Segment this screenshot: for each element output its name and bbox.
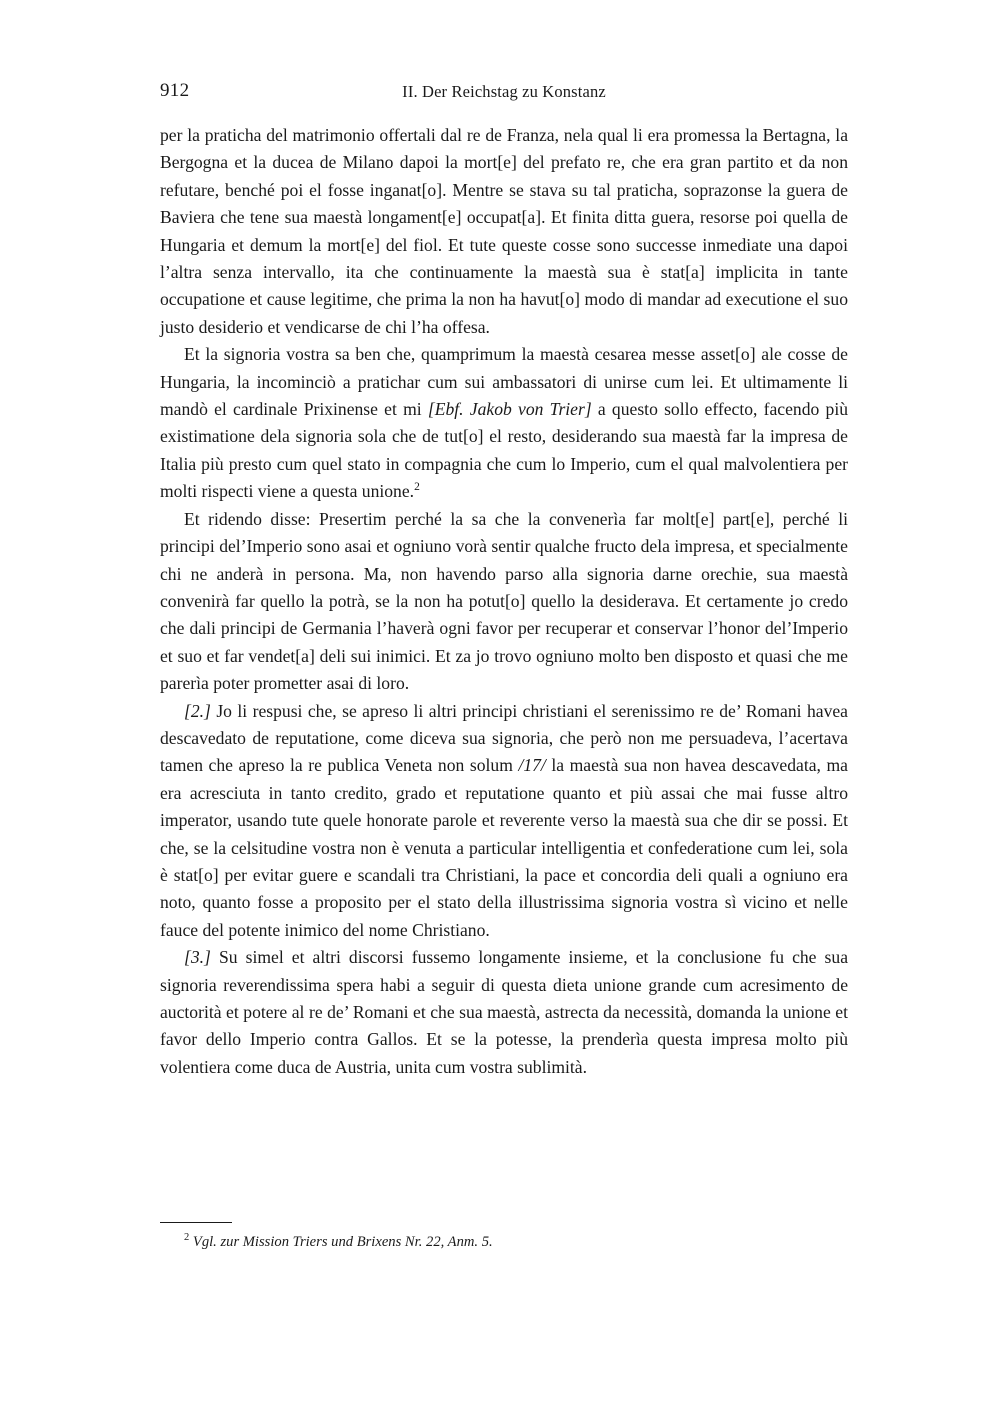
italic-editorial-note: /17/	[518, 755, 546, 776]
body-paragraph	[160, 122, 848, 341]
italic-editorial-note: [2.]	[184, 700, 211, 721]
footnote-marker: 2	[184, 1232, 190, 1244]
running-head	[160, 80, 848, 106]
text-run: Et ridendo disse: Presertim perché la sa che la convenerìa far molt[e] part[e], perché li principi del’Imperio sono asai et ogniuno vorà sentir qualche fructo dela impresa, et specialmente chi ne anderà in persona. Ma, non havendo parso alla signoria darne orechie, sua maestà convenirà far quello la potrà, se la non ha potut[o] quello la desiderava. Et certamente jo credo che dali principi de Germania l’haverà ogni favor per recuperar et conservar l’honor del’Imperio et suo et far vendet[a] deli sui inimici. Et za jo trovo ogniuno molto ben disposto et quasi che me parerìa poter prometter asai di loro.	[160, 508, 848, 694]
body-paragraph	[160, 698, 848, 945]
footnote-list	[160, 1232, 848, 1253]
text-run: la maestà sua non havea descavedata, ma era acresciuta in tanto credito, grado et reputatione quanto et più assai che mai fusse altro imperator, usando tute quele honorate parole et reverente verso la maestà sua che dir se possi. Et che, se la celsitudine vostra non è venuta a particular intelligentia et confederatione cum lei, sola è stat[o] per evitar guere e scandali tra Christiani, la pace et concordia deli quali a ogniuno era noto, quanto fosse a proposito per el stato della illustrissima signoria vostra sì vicino et nelle fauce del potente inimico del nome Christiano.	[160, 755, 848, 940]
italic-editorial-note: [Ebf. Jakob von Trier]	[427, 399, 592, 420]
italic-editorial-note: [3.]	[184, 947, 211, 968]
footnote-text: Vgl. zur Mission Triers und Brixens Nr. 22, Anm. 5.	[192, 1234, 493, 1250]
text-run: Et la signoria vostra sa ben che, quamprimum la maestà cesarea messe asset[o] ale cosse de Hungaria, la incominciò a pratichar cum sui ambassatori di unirse cum lei. Et ultimamente li mandò el cardinale Prixinense et mi	[160, 344, 848, 420]
body-text-block	[160, 122, 848, 1081]
running-head-title: II. Der Reichstag zu Konstanz	[402, 82, 606, 101]
text-run: Jo li respusi che, se apreso li altri principi christiani el serenissimo re de’ Romani havea descavedato de reputatione, come diceva sua signoria, che però non me persuadeva, l’acertava tamen che apreso la re publica Veneta non solum	[160, 700, 848, 776]
body-paragraph	[160, 341, 848, 505]
footnote-apparatus	[160, 1222, 848, 1253]
footnote-reference: 2	[414, 481, 420, 494]
footnote-entry	[160, 1232, 848, 1253]
body-paragraph	[160, 944, 848, 1081]
text-run: a questo sollo effecto, facendo più existimatione dela signoria sola che de tut[o] el resto, desiderando sua maestà far la impresa de Italia più presto cum quel stato in compagnia che cum lo Imperio, cum el qual malvolentiera per molti rispecti viene a questa unione.	[160, 399, 849, 502]
text-run: Su simel et altri discorsi fussemo longamente insieme, et la conclusione fu che sua signoria reverendissima spera habi a seguir di questa dieta unione grande cum acresimento de auctorità et potere al re de’ Romani et che sua maestà, astrecta da necessità, domanda la unione et favor dello Imperio contra Gallos. Et se la potesse, la prenderìa questa impresa molto più volentiera come duca de Austria, unita cum vostra sublimità.	[160, 947, 848, 1077]
text-run: per la praticha del matrimonio offertali dal re de Franza, nela qual li era promessa la Bertagna, la Bergogna et la ducea de Milano dapoi la mort[e] del prefato re, che era gran partito et da non refutare, benché poi el fosse inganat[o]. Mentre se stava su tal praticha, soprazonse la guera de Baviera che tene sua maestà longament[e] occupat[a]. Et finita ditta guera, resorse poi quella de Hungaria et demum la mort[e] del fiol. Et tute queste cosse sono successe inmediate una dapoi l’altra senza intervallo, ita che continuamente la maestà sua è stat[a] implicita in tante occupatione et cause legitime, che prima la non ha havut[o] modo di mandar ad executione el suo justo desiderio et vendicarse de chi l’ha offesa.	[160, 125, 848, 337]
footnote-separator-rule	[160, 1222, 232, 1223]
body-paragraph	[160, 506, 848, 698]
page-number: 912	[160, 80, 190, 101]
